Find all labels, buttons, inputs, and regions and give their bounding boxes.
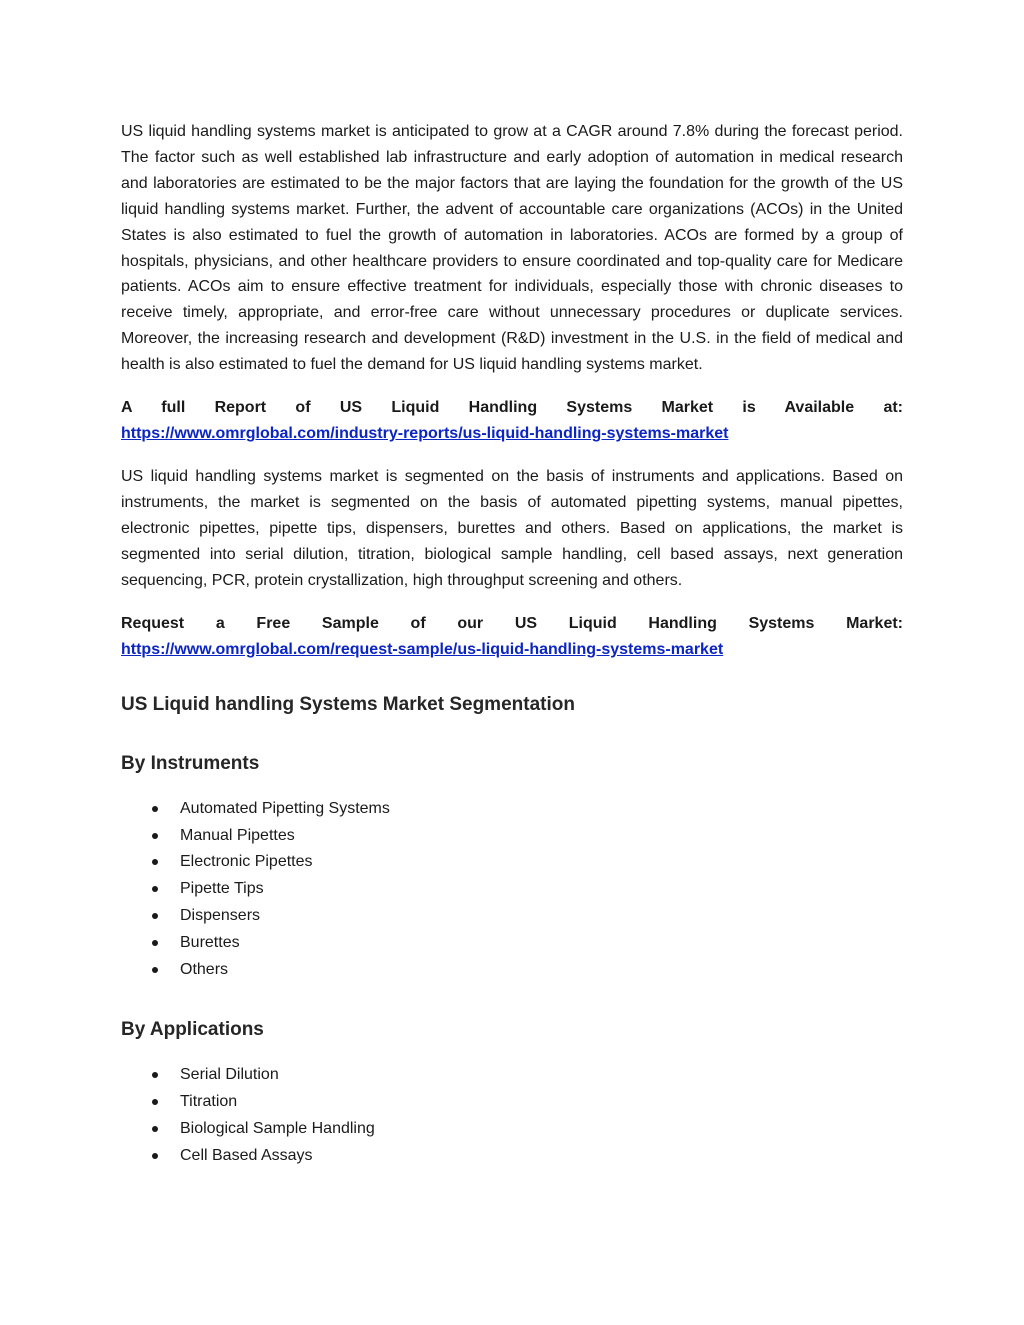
list-item xyxy=(121,957,903,984)
report-cta-text: A full Report of US Liquid Handling Systems Market is Available at: xyxy=(121,399,903,417)
list-item xyxy=(121,849,903,876)
instruments-heading: By Instruments xyxy=(121,752,260,774)
bullet-icon xyxy=(152,859,158,865)
document-page xyxy=(121,119,903,1170)
list-item xyxy=(121,823,903,850)
list-item-label: Automated Pipetting Systems xyxy=(180,799,390,817)
report-link[interactable]: https://www.omrglobal.com/industry-reports/us-liquid-handling-systems-market xyxy=(121,425,729,443)
list-item-label: Biological Sample Handling xyxy=(180,1119,375,1137)
list-item xyxy=(121,930,903,957)
list-item-label: Pipette Tips xyxy=(180,880,264,898)
bullet-icon xyxy=(152,913,158,919)
sample-cta-text: Request a Free Sample of our US Liquid Handling Systems Market: xyxy=(121,614,903,632)
list-item xyxy=(121,1089,903,1116)
list-item-label: Electronic Pipettes xyxy=(180,853,313,871)
bullet-icon xyxy=(152,967,158,973)
sample-cta xyxy=(121,611,903,663)
list-item-label: Cell Based Assays xyxy=(180,1146,313,1164)
list-item xyxy=(121,796,903,823)
applications-list xyxy=(121,1062,903,1170)
list-item-label: Titration xyxy=(180,1092,238,1110)
segmentation-heading: US Liquid handling Systems Market Segmentation xyxy=(121,693,575,715)
bullet-icon xyxy=(152,886,158,892)
segmentation-paragraph: US liquid handling systems market is segmented on the basis of instruments and applications. Based on instruments, the market is segmented on the basis of automated pipetting systems, manual pipettes, electronic pipettes, pipette tips, dispensers, burettes and others. Based on applications, the market is segmented into serial dilution, titration, biological sample handling, cell based assays, next generation sequencing, PCR, protein crystallization, high throughput screening and others. xyxy=(121,468,903,589)
sample-link[interactable]: https://www.omrglobal.com/request-sample/us-liquid-handling-systems-market xyxy=(121,640,724,658)
list-item xyxy=(121,1062,903,1089)
bullet-icon xyxy=(152,1153,158,1159)
list-item-label: Burettes xyxy=(180,934,240,952)
list-item xyxy=(121,1116,903,1143)
list-item-label: Serial Dilution xyxy=(180,1065,279,1083)
list-item xyxy=(121,903,903,930)
list-item-label: Manual Pipettes xyxy=(180,826,295,844)
intro-paragraph: US liquid handling systems market is anticipated to grow at a CAGR around 7.8% during the forecast period. The factor such as well established lab infrastructure and early adoption of automation in medical research and laboratories are estimated to be the major factors that are laying the foundation for the growth of the US liquid handling systems market. Further, the advent of accountable care organizations (ACOs) in the United States is also estimated to fuel the growth of automation in laboratories. ACOs are formed by a group of hospitals, physicians, and other healthcare providers to ensure coordinated and top-quality care for Medicare patients. ACOs aim to ensure effective treatment for individuals, especially those with chronic diseases to receive timely, appropriate, and error-free care without unnecessary procedures or duplicate services. Moreover, the increasing research and development (R&D) investment in the U.S. in the field of medical and health is also estimated to fuel the demand for US liquid handling systems market. xyxy=(121,123,903,374)
bullet-icon xyxy=(152,940,158,946)
list-item-label: Dispensers xyxy=(180,907,261,925)
list-item xyxy=(121,1143,903,1170)
list-item xyxy=(121,876,903,903)
list-item-label: Others xyxy=(180,961,229,979)
applications-heading: By Applications xyxy=(121,1018,264,1040)
bullet-icon xyxy=(152,806,158,812)
report-cta xyxy=(121,395,903,447)
instruments-list xyxy=(121,796,903,984)
bullet-icon xyxy=(152,1126,158,1132)
bullet-icon xyxy=(152,1072,158,1078)
bullet-icon xyxy=(152,833,158,839)
bullet-icon xyxy=(152,1099,158,1105)
